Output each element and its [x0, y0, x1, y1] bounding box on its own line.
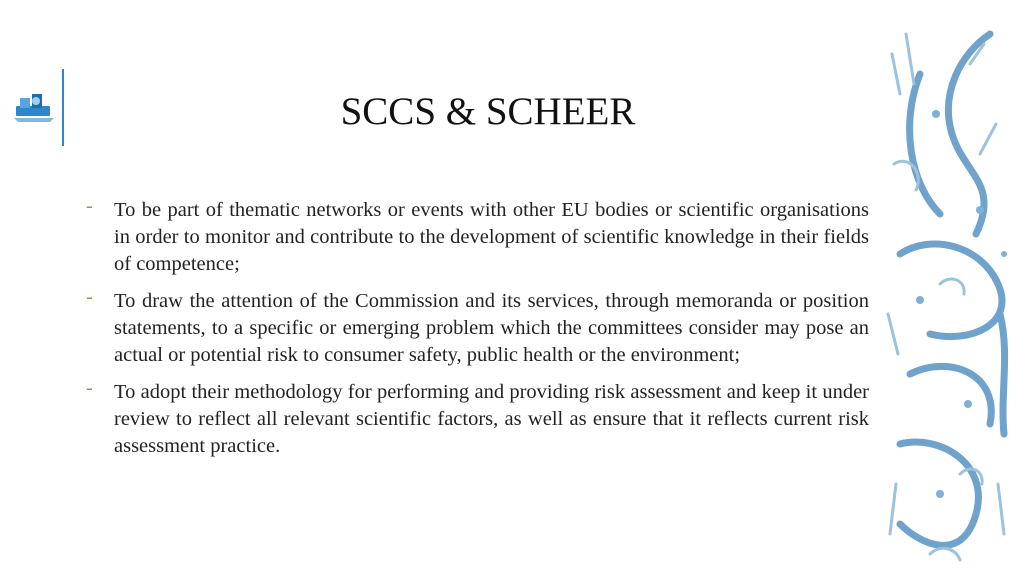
bullet-list — [86, 197, 869, 470]
bullet-text: To adopt their methodology for performing and providing risk assessment and keep it under review to reflect all relevant scientific factors, as well as ensure that it reflects current risk assessment practice. — [114, 381, 869, 457]
bullet-marker: - — [86, 286, 93, 308]
bullet-item — [86, 197, 869, 278]
arabic-calligraphy-decoration — [880, 14, 1018, 562]
institution-logo-icon — [14, 92, 54, 124]
bullet-marker: - — [86, 377, 93, 399]
slide-title: SCCS & SCHEER — [340, 90, 636, 133]
logo-divider — [62, 69, 64, 146]
bullet-marker: - — [86, 195, 93, 217]
bullet-text: To be part of thematic networks or events with other EU bodies or scientific organisations in order to monitor and contribute to the development of scientific knowledge in their fields of competence; — [114, 199, 869, 275]
bullet-text: To draw the attention of the Commission and its services, through memoranda or position statements, to a specific or emerging problem which the committees consider may pose an actual or potential risk to consumer safety, public health or the environment; — [114, 290, 869, 366]
bullet-item — [86, 288, 869, 369]
bullet-item — [86, 379, 869, 460]
